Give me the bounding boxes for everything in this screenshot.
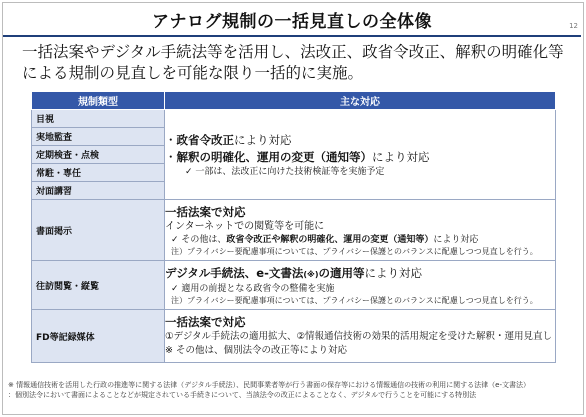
row-label-mokushi: 目視 [32, 110, 165, 128]
orai-check: ✓ 適用の前提となる政省令の整備を実施 [171, 283, 335, 294]
footnote-line2: ：個別法令において書面によることなどが規定されている手続きについて、当該法令の改正によることなく、デジタルで行うことを可能にする特別法 [8, 391, 477, 399]
table-row [32, 261, 556, 310]
table-row [32, 110, 556, 128]
regulation-table [31, 91, 556, 363]
row-label-jochu: 常駐・専任 [32, 164, 165, 182]
group1-line2: ・解釈の明確化、運用の変更（通知等）により対応 [165, 149, 430, 164]
orai-heading: デジタル手続法、e-文書法(※)の適用等により対応 [165, 265, 422, 280]
shomen-response [165, 200, 556, 261]
footnote-line1: ※ 情報通信技術を活用した行政の推進等に関する法律（デジタル手続法）、民間事業者等が行う書面の保存等における情報通信の技術の利用に関する法律（e-文書法） [8, 381, 531, 389]
row-label-jicchi: 実地監査 [32, 128, 165, 146]
col-header-response: 主な対応 [165, 92, 556, 110]
group1-check: ✓ 一部は、法改正に向けた技術検証等を実施予定 [185, 166, 385, 177]
shomen-note: 注）プライバシー要配慮事項については、プライバシー保護とのバランスに配慮しつつ見直しを行う。 [171, 246, 538, 256]
fd-line2: ※ その他は、個別法令の改正等により対応 [165, 345, 347, 356]
fd-heading: 一括法案で対応 [165, 315, 246, 329]
footnote [8, 380, 580, 400]
page-number: 12 [569, 22, 578, 30]
shomen-check: ✓ その他は、政省令改正や解釈の明確化、運用の変更（通知等）により対応 [171, 234, 479, 245]
group1-line1: ・政省令改正により対応 [165, 132, 292, 147]
row-label-teiki: 定期検査・点検 [32, 146, 165, 164]
table-row [32, 310, 556, 363]
shomen-heading: 一括法案で対応 [165, 204, 246, 219]
row-label-shomen: 書面掲示 [32, 200, 165, 261]
table-row [32, 200, 556, 261]
row-label-taimen: 対面講習 [32, 182, 165, 200]
row-label-fd: FD等記録媒体 [32, 310, 165, 363]
row-label-orai: 往訪閲覧・縦覧 [32, 261, 165, 310]
fd-response [165, 310, 556, 363]
title-band [3, 3, 581, 37]
fd-line1: ①デジタル手続法の適用拡大、②情報通信技術の効果的活用規定を受けた解釈・運用見直し [165, 331, 552, 342]
intro-text: 一括法案やデジタル手続法等を活用し、法改正、政省令改正、解釈の明確化等による規制の見直しを可能な限り一括的に実施。 [22, 43, 564, 82]
shomen-sub: インターネットでの閲覧等を可能に [165, 220, 325, 232]
orai-response [165, 261, 556, 310]
col-header-type: 規制類型 [32, 92, 165, 110]
table-header-row [32, 92, 556, 110]
orai-note: 注）プライバシー要配慮事項については、プライバシー保護とのバランスに配慮しつつ見直しを行う。 [171, 295, 538, 305]
group1-response [165, 110, 556, 200]
slide-title: アナログ規制の一括見直しの全体像 [152, 12, 432, 32]
